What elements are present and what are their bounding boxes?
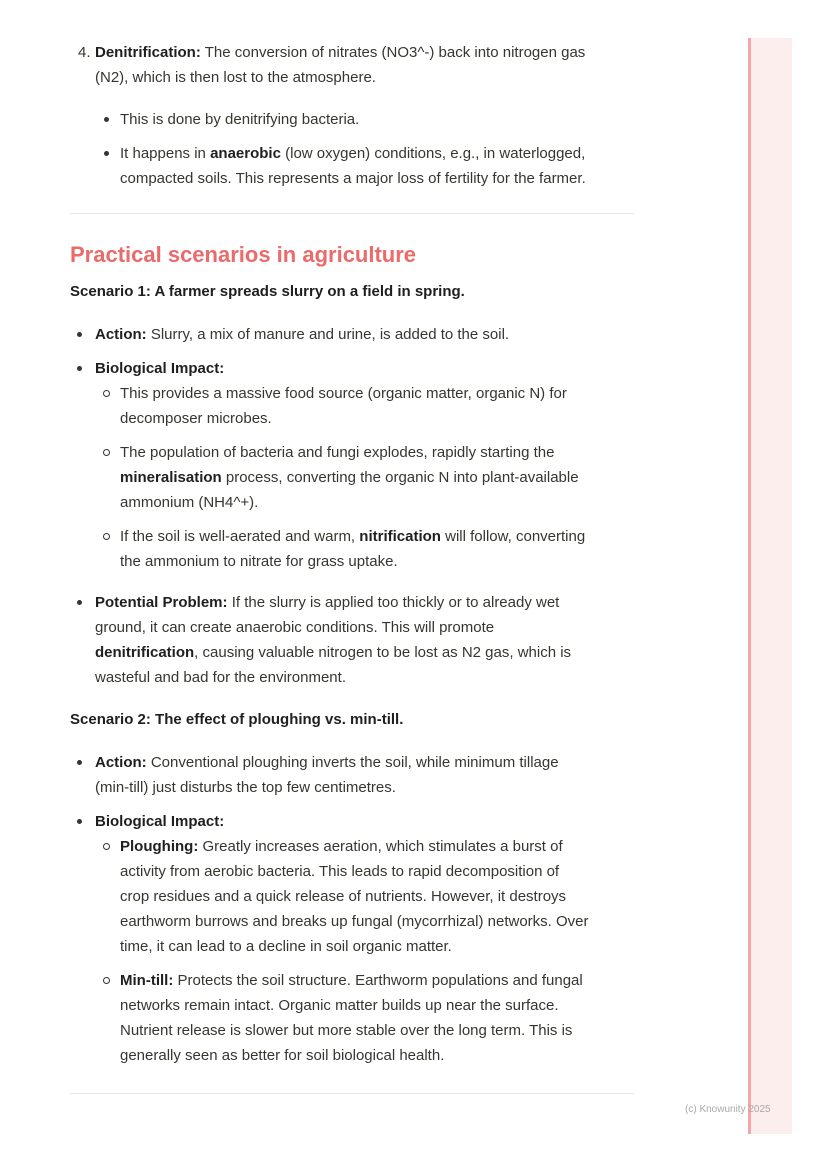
denitrification-term: Denitrification: xyxy=(95,44,201,61)
denitrification-text: Denitrification: The conversion of nitrates (NO3^-) back into nitrogen gas (N2), which is then lost to the atmosphere. xyxy=(95,44,586,86)
item-number: 4. xyxy=(78,44,91,61)
hollow-bullet-icon xyxy=(103,390,110,397)
list-item-action: Action: Conventional ploughing inverts the soil, while minimum tillage (min-till) just disturbs the top few centimetres. xyxy=(70,750,638,800)
margin-band xyxy=(748,38,792,1134)
sub-list-item: This provides a massive food source (organic matter, organic N) for decomposer microbes. xyxy=(95,381,638,431)
hollow-bullet-icon xyxy=(103,533,110,540)
impact-sublist xyxy=(95,834,638,1068)
list-item: This is done by denitrifying bacteria. xyxy=(70,107,638,132)
hollow-bullet-icon xyxy=(103,843,110,850)
scenario-1-list xyxy=(70,322,638,690)
list-item-potential-problem: Potential Problem: If the slurry is applied too thickly or to already wet ground, it can create anaerobic conditions. This will promote denitrification, causing valuable nitrogen to be lost as N2 gas, which is wasteful and bad for the environment. xyxy=(70,590,638,690)
impact-sublist xyxy=(95,381,638,574)
list-item: It happens in anaerobic (low oxygen) conditions, e.g., in waterlogged, compacted soils. This represents a major loss of fertility for the farmer. xyxy=(70,141,638,191)
denitrification-bullets xyxy=(70,107,638,191)
hollow-bullet-icon xyxy=(103,449,110,456)
list-item-biological-impact: Biological Impact: Ploughing: Greatly increases aeration, which stimulates a burst of activity from aerobic bacteria. This leads to rapid decomposition of crop residues and a quick release of nutrients. However, it destroys earthworm burrows and breaks up fungal (mycorrhizal) networks. Over time, it can lead to a decline in soil organic matter. Min-till: Protects the soil structure. Earthworm populations and fungal networks remain intact. Organic matter builds up near the surface. Nutrient release is slower but more stable over the long term. This is generally seen as better for soil biological health. xyxy=(70,809,638,1068)
hollow-bullet-icon xyxy=(103,977,110,984)
document-content xyxy=(70,40,638,1094)
divider xyxy=(70,213,634,214)
divider xyxy=(70,1093,634,1094)
sub-list-item-min-till: Min-till: Protects the soil structure. Earthworm populations and fungal networks remain intact. Organic matter builds up near the surface. Nutrient release is slower but more stable over the long term. This is generally seen as better for soil biological health. xyxy=(95,968,638,1068)
sub-list-item-ploughing: Ploughing: Greatly increases aeration, which stimulates a burst of activity from aerobic bacteria. This leads to rapid decomposition of crop residues and a quick release of nutrients. However, it destroys earthworm burrows and breaks up fungal (mycorrhizal) networks. Over time, it can lead to a decline in soil organic matter. xyxy=(95,834,638,959)
scenario-1-title: Scenario 1: A farmer spreads slurry on a field in spring. xyxy=(70,283,465,300)
sub-list-item: If the soil is well-aerated and warm, nitrification will follow, converting the ammonium to nitrate for grass uptake. xyxy=(95,524,638,574)
footer-copyright: (c) Knowunity 2025 xyxy=(685,1104,771,1115)
scenario-2-title: Scenario 2: The effect of ploughing vs. min-till. xyxy=(70,711,404,728)
sub-list-item: The population of bacteria and fungi explodes, rapidly starting the mineralisation process, converting the organic N into plant-available ammonium (NH4^+). xyxy=(95,440,638,515)
scenario-2-list xyxy=(70,750,638,1068)
list-item-action: Action: Slurry, a mix of manure and urine, is added to the soil. xyxy=(70,322,638,347)
list-item-biological-impact: Biological Impact: This provides a massive food source (organic matter, organic N) for decomposer microbes. The population of bacteria and fungi explodes, rapidly starting the mineralisation process, converting the organic N into plant-available ammonium (NH4^+). If the soil is well-aerated and warm, nitrification will follow, converting the ammonium to nitrate for grass uptake. xyxy=(70,356,638,574)
section-heading: Practical scenarios in agriculture xyxy=(70,242,417,267)
margin-line xyxy=(748,38,751,1134)
numbered-item-denitrification xyxy=(70,40,638,90)
